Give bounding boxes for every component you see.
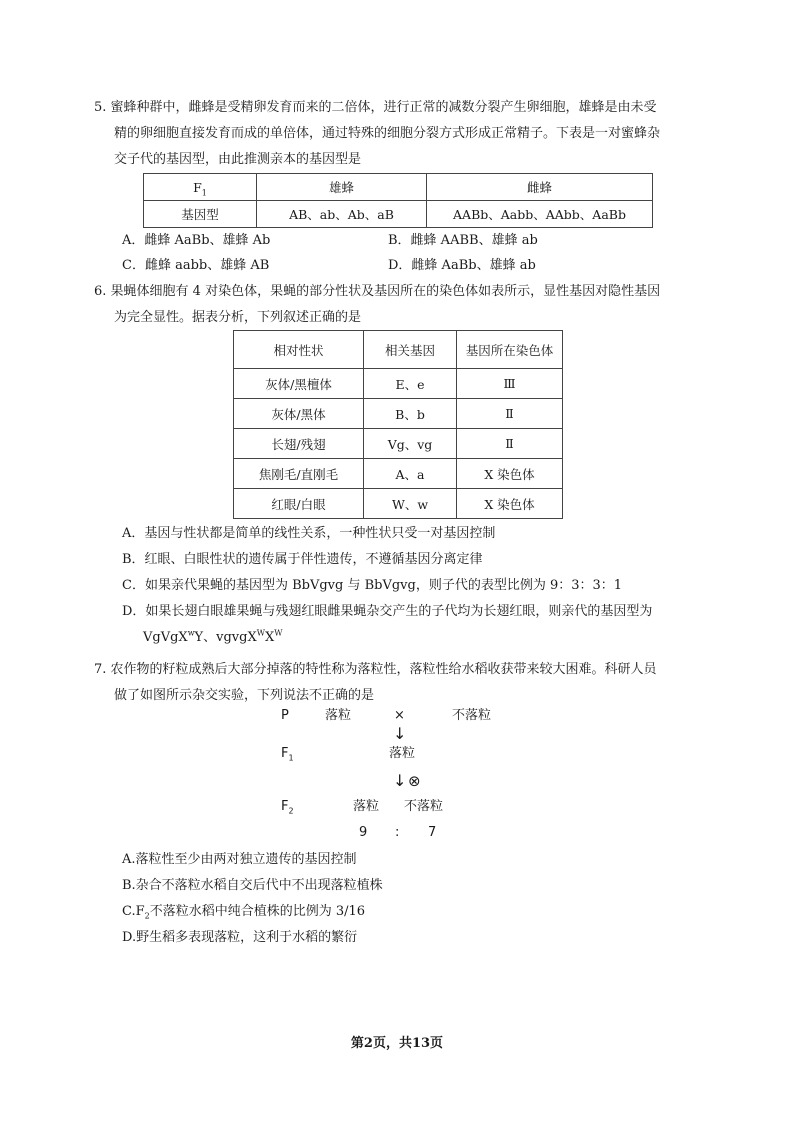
q5-stem-line3: 交子代的基因型，由此推测亲本的基因型是: [114, 152, 362, 167]
q5-option-c: C．雌蜂 aabb、雄蜂 AB: [122, 258, 270, 273]
cross-times: ×: [394, 708, 405, 723]
q5-genotype-table: [143, 173, 653, 228]
cross-ratio-left: 9: [359, 825, 368, 840]
q5-table-header-female: 雌蜂: [427, 174, 653, 201]
q6-table-cell: Ⅱ: [457, 399, 563, 429]
q5-table-header-male: 雄蜂: [257, 174, 427, 201]
q7-stem-line2: 做了如图所示杂交实验，下列说法不正确的是: [114, 688, 375, 703]
q7-option-d: D.野生稻多表现落粒，这利于水稻的繁衍: [122, 930, 358, 945]
q7-stem-line1: 7. 农作物的籽粒成熟后大部分掉落的特性称为落粒性，落粒性给水稻收获带来较大困难。科研人员: [94, 662, 657, 677]
q6-table-header: 相对性状: [234, 331, 364, 369]
q5-stem-line1: 5. 蜜蜂种群中，雌蜂是受精卵发育而来的二倍体，进行正常的减数分裂产生卵细胞，雄蜂是由未受: [94, 100, 657, 115]
q6-stem-line2: 为完全显性。据表分析，下列叙述正确的是: [114, 310, 362, 325]
q6-table-cell: X 染色体: [457, 459, 563, 489]
q6-table-cell: 红眼/白眼: [234, 489, 364, 519]
cross-arrow-down: ↓: [393, 724, 407, 743]
cross-p-right: 不落粒: [452, 708, 492, 723]
q6-table-cell: 灰体/黑体: [234, 399, 364, 429]
q6-table-cell: Vg、vg: [364, 429, 457, 459]
q6-table-cell: 灰体/黑檀体: [234, 369, 364, 399]
q6-table-cell: E、e: [364, 369, 457, 399]
q7-option-a: A.落粒性至少由两对独立遗传的基因控制: [122, 852, 357, 867]
cross-f1-phenotype: 落粒: [389, 746, 416, 761]
q6-table-header: 基因所在染色体: [457, 331, 563, 369]
q5-table-header-f1: $F_1$: [144, 174, 257, 201]
q5-table-row-label: 基因型: [144, 201, 257, 228]
q6-option-c: C．如果亲代果蝇的基因型为 BbVgvg 与 BbVgvg，则子代的表型比例为 9：3：3：1: [122, 578, 623, 593]
cross-arrow-down: ↓: [393, 771, 407, 790]
q6-table-cell: A、a: [364, 459, 457, 489]
q6-option-b: B．红眼、白眼性状的遗传属于伴性遗传，不遵循基因分离定律: [122, 552, 483, 567]
q6-option-d-line2: VgVgX$^w$Y、$vgvgX^WX^W$: [143, 628, 283, 645]
q5-table-female-genotypes: AABb、Aabb、AAbb、AaBb: [427, 201, 653, 228]
q6-option-a: A．基因与性状都是简单的线性关系，一种性状只受一对基因控制: [122, 526, 496, 541]
q6-table-cell: Ⅲ: [457, 369, 563, 399]
cross-f2-right: 不落粒: [404, 799, 444, 814]
q6-option-d-line1: D．如果长翅白眼雄果蝇与残翅红眼雌果蝇杂交产生的子代均为长翅红眼，则亲代的基因型为: [122, 604, 653, 619]
q5-table-male-genotypes: AB、ab、Ab、aB: [257, 201, 427, 228]
q6-table-cell: 长翅/残翅: [234, 429, 364, 459]
cross-f2-label: $F_2$: [281, 799, 294, 816]
cross-ratio-right: 7: [428, 825, 437, 840]
q6-table-cell: W、w: [364, 489, 457, 519]
page-number-footer: 第2页，共13页: [350, 1036, 444, 1051]
q6-table-cell: B、b: [364, 399, 457, 429]
cross-f1-label: $F_1$: [281, 746, 294, 763]
selfing-icon: ⊗: [408, 772, 421, 790]
q6-table-header: 相关基因: [364, 331, 457, 369]
q6-table-cell: X 染色体: [457, 489, 563, 519]
q6-trait-table: [233, 330, 563, 519]
cross-p-left: 落粒: [325, 708, 352, 723]
q5-stem-line2: 精的卵细胞直接发育而成的单倍体，通过特殊的细胞分裂方式形成正常精子。下表是一对蜜蜂杂: [114, 126, 661, 141]
q5-option-b: B．雌蜂 AABB、雄蜂 ab: [388, 233, 538, 248]
q5-option-a: A．雌蜂 AaBb、雄蜂 Ab: [122, 233, 271, 248]
q6-table-cell: 焦刚毛/直刚毛: [234, 459, 364, 489]
q6-stem-line1: 6. 果蝇体细胞有 4 对染色体，果蝇的部分性状及基因所在的染色体如表所示，显性基因对隐性基因: [94, 284, 661, 299]
q6-table-cell: Ⅱ: [457, 429, 563, 459]
cross-f2-left: 落粒: [353, 799, 380, 814]
q5-option-d: D．雌蜂 AaBb、雄蜂 ab: [388, 258, 536, 273]
cross-ratio-colon: :: [395, 825, 400, 840]
q7-option-b: B.杂合不落粒水稻自交后代中不出现落粒植株: [122, 878, 383, 893]
q7-option-c: $C.F_2$不落粒水稻中纯合植株的比例为 3/16: [122, 904, 366, 921]
cross-p-label: P: [281, 708, 289, 723]
